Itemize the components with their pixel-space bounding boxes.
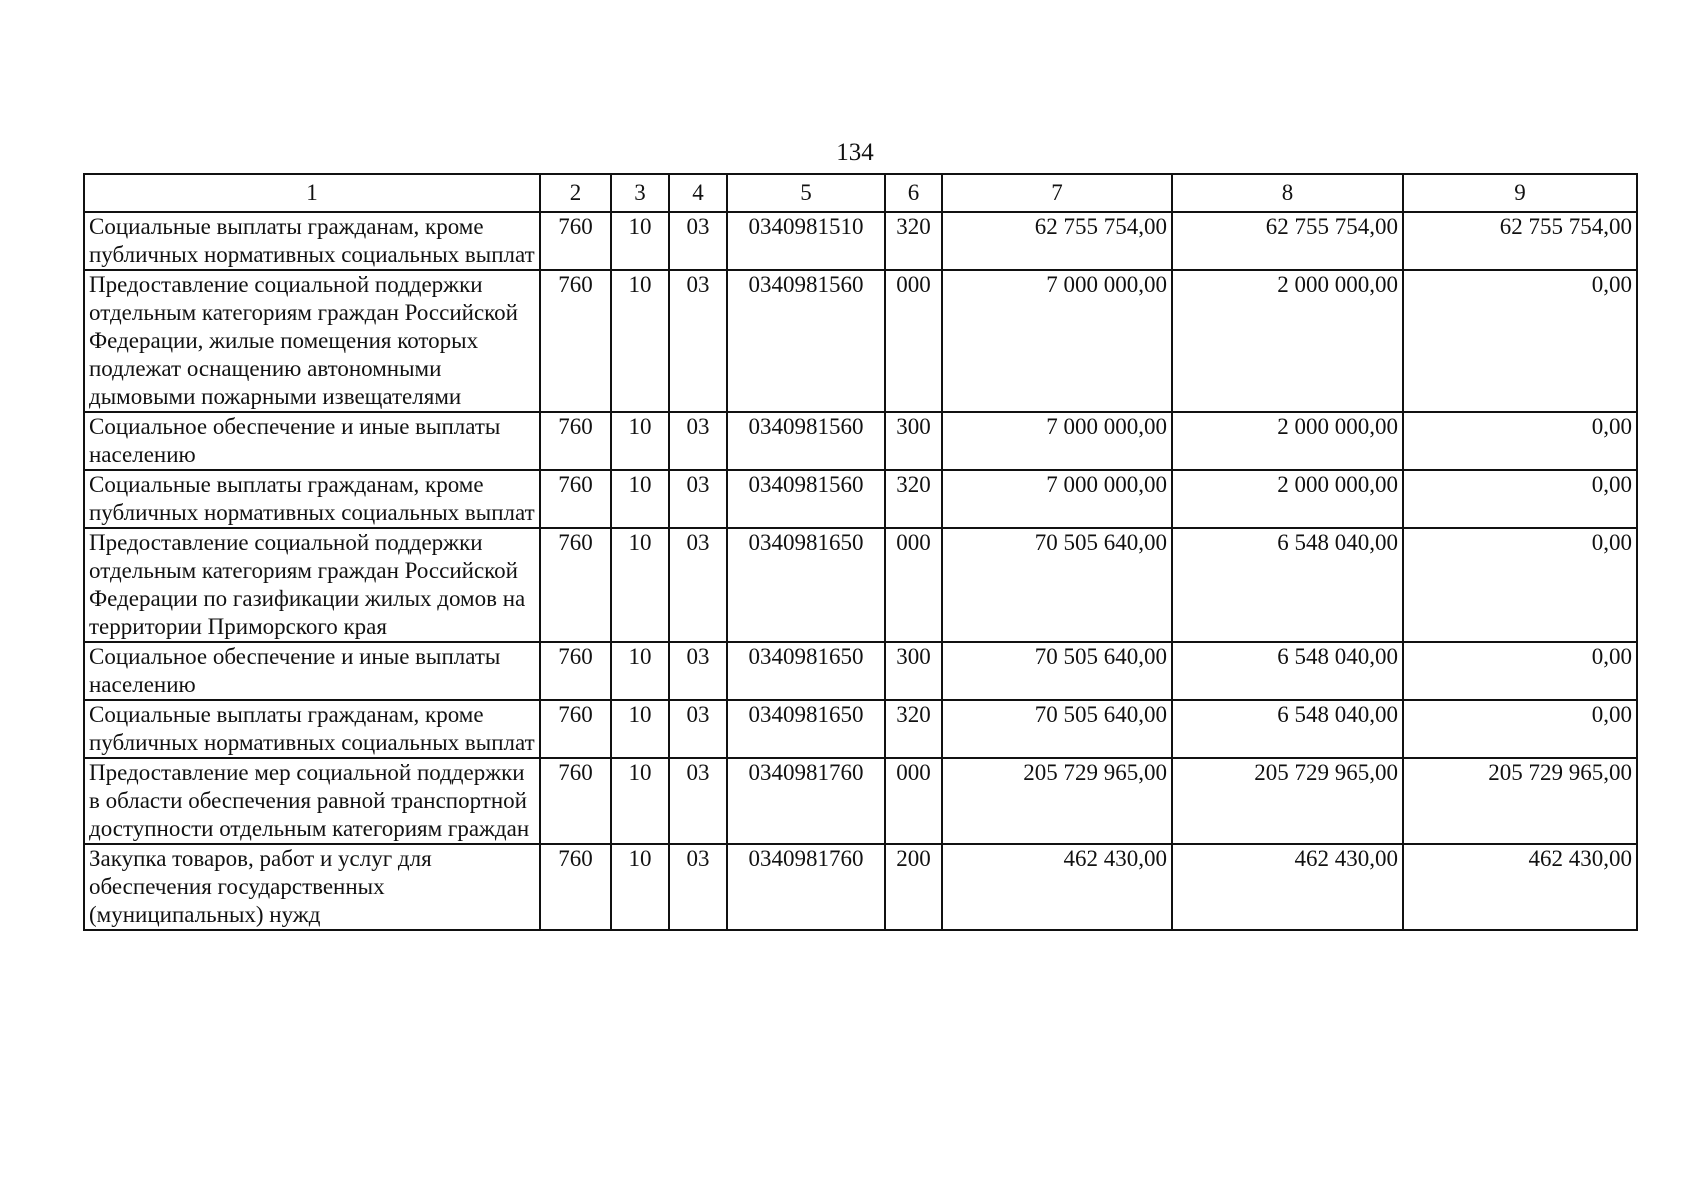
amount-col8: 2 000 000,00 <box>1172 470 1403 528</box>
expense-type-code: 320 <box>885 212 942 270</box>
table-row <box>84 844 1637 930</box>
table-row <box>84 412 1637 470</box>
target-article-code: 0340981650 <box>727 700 885 758</box>
amount-col9: 0,00 <box>1403 412 1637 470</box>
amount-col8: 6 548 040,00 <box>1172 528 1403 642</box>
expense-type-code: 000 <box>885 270 942 412</box>
subsection-code: 03 <box>669 412 727 470</box>
subsection-code: 03 <box>669 528 727 642</box>
section-code: 10 <box>611 700 669 758</box>
amount-col9: 205 729 965,00 <box>1403 758 1637 844</box>
amount-col8: 462 430,00 <box>1172 844 1403 930</box>
ministry-code: 760 <box>540 700 611 758</box>
amount-col7: 462 430,00 <box>942 844 1172 930</box>
target-article-code: 0340981510 <box>727 212 885 270</box>
amount-col9: 0,00 <box>1403 470 1637 528</box>
expense-name: Социальное обеспечение и иные выплаты населению <box>84 642 540 700</box>
subsection-code: 03 <box>669 270 727 412</box>
expense-type-code: 000 <box>885 758 942 844</box>
expense-type-code: 200 <box>885 844 942 930</box>
column-header: 2 <box>540 174 611 212</box>
expense-name: Закупка товаров, работ и услуг для обеспечения государственных (муниципальных) нужд <box>84 844 540 930</box>
amount-col8: 2 000 000,00 <box>1172 270 1403 412</box>
ministry-code: 760 <box>540 528 611 642</box>
expense-name: Социальные выплаты гражданам, кроме публичных нормативных социальных выплат <box>84 700 540 758</box>
target-article-code: 0340981760 <box>727 758 885 844</box>
amount-col8: 62 755 754,00 <box>1172 212 1403 270</box>
column-header: 4 <box>669 174 727 212</box>
amount-col9: 0,00 <box>1403 642 1637 700</box>
column-header: 3 <box>611 174 669 212</box>
amount-col9: 0,00 <box>1403 700 1637 758</box>
expense-name: Предоставление социальной поддержки отдельным категориям граждан Российской Федерации, жилые помещения которых подлежат оснащению автономными дымовыми пожарными извещателями <box>84 270 540 412</box>
amount-col7: 7 000 000,00 <box>942 270 1172 412</box>
subsection-code: 03 <box>669 212 727 270</box>
ministry-code: 760 <box>540 212 611 270</box>
target-article-code: 0340981760 <box>727 844 885 930</box>
amount-col9: 0,00 <box>1403 528 1637 642</box>
budget-table <box>83 173 1638 931</box>
amount-col7: 205 729 965,00 <box>942 758 1172 844</box>
subsection-code: 03 <box>669 844 727 930</box>
amount-col7: 62 755 754,00 <box>942 212 1172 270</box>
table-row <box>84 700 1637 758</box>
amount-col9: 62 755 754,00 <box>1403 212 1637 270</box>
ministry-code: 760 <box>540 412 611 470</box>
section-code: 10 <box>611 758 669 844</box>
section-code: 10 <box>611 270 669 412</box>
expense-name: Социальное обеспечение и иные выплаты населению <box>84 412 540 470</box>
amount-col9: 0,00 <box>1403 270 1637 412</box>
subsection-code: 03 <box>669 470 727 528</box>
section-code: 10 <box>611 528 669 642</box>
amount-col8: 2 000 000,00 <box>1172 412 1403 470</box>
column-header: 7 <box>942 174 1172 212</box>
amount-col8: 6 548 040,00 <box>1172 642 1403 700</box>
column-header: 8 <box>1172 174 1403 212</box>
subsection-code: 03 <box>669 758 727 844</box>
subsection-code: 03 <box>669 642 727 700</box>
amount-col7: 70 505 640,00 <box>942 642 1172 700</box>
section-code: 10 <box>611 470 669 528</box>
amount-col8: 6 548 040,00 <box>1172 700 1403 758</box>
ministry-code: 760 <box>540 470 611 528</box>
ministry-code: 760 <box>540 758 611 844</box>
column-header: 9 <box>1403 174 1637 212</box>
column-header: 1 <box>84 174 540 212</box>
expense-type-code: 000 <box>885 528 942 642</box>
expense-type-code: 320 <box>885 470 942 528</box>
target-article-code: 0340981650 <box>727 528 885 642</box>
target-article-code: 0340981560 <box>727 412 885 470</box>
ministry-code: 760 <box>540 844 611 930</box>
target-article-code: 0340981560 <box>727 270 885 412</box>
section-code: 10 <box>611 642 669 700</box>
ministry-code: 760 <box>540 270 611 412</box>
section-code: 10 <box>611 212 669 270</box>
table-row <box>84 642 1637 700</box>
target-article-code: 0340981560 <box>727 470 885 528</box>
amount-col7: 7 000 000,00 <box>942 470 1172 528</box>
page-number: 134 <box>836 139 874 166</box>
subsection-code: 03 <box>669 700 727 758</box>
amount-col8: 205 729 965,00 <box>1172 758 1403 844</box>
header-row <box>84 174 1637 212</box>
table-row <box>84 270 1637 412</box>
section-code: 10 <box>611 412 669 470</box>
target-article-code: 0340981650 <box>727 642 885 700</box>
table-row <box>84 470 1637 528</box>
expense-name: Предоставление мер социальной поддержки в области обеспечения равной транспортной доступности отдельным категориям граждан <box>84 758 540 844</box>
amount-col7: 70 505 640,00 <box>942 528 1172 642</box>
column-header: 5 <box>727 174 885 212</box>
ministry-code: 760 <box>540 642 611 700</box>
amount-col7: 70 505 640,00 <box>942 700 1172 758</box>
expense-name: Предоставление социальной поддержки отдельным категориям граждан Российской Федерации по газификации жилых домов на территории Приморского края <box>84 528 540 642</box>
expense-name: Социальные выплаты гражданам, кроме публичных нормативных социальных выплат <box>84 470 540 528</box>
expense-name: Социальные выплаты гражданам, кроме публичных нормативных социальных выплат <box>84 212 540 270</box>
expense-type-code: 300 <box>885 412 942 470</box>
table-row <box>84 758 1637 844</box>
table-row <box>84 212 1637 270</box>
column-header: 6 <box>885 174 942 212</box>
table-row <box>84 528 1637 642</box>
expense-type-code: 320 <box>885 700 942 758</box>
expense-type-code: 300 <box>885 642 942 700</box>
amount-col9: 462 430,00 <box>1403 844 1637 930</box>
section-code: 10 <box>611 844 669 930</box>
amount-col7: 7 000 000,00 <box>942 412 1172 470</box>
